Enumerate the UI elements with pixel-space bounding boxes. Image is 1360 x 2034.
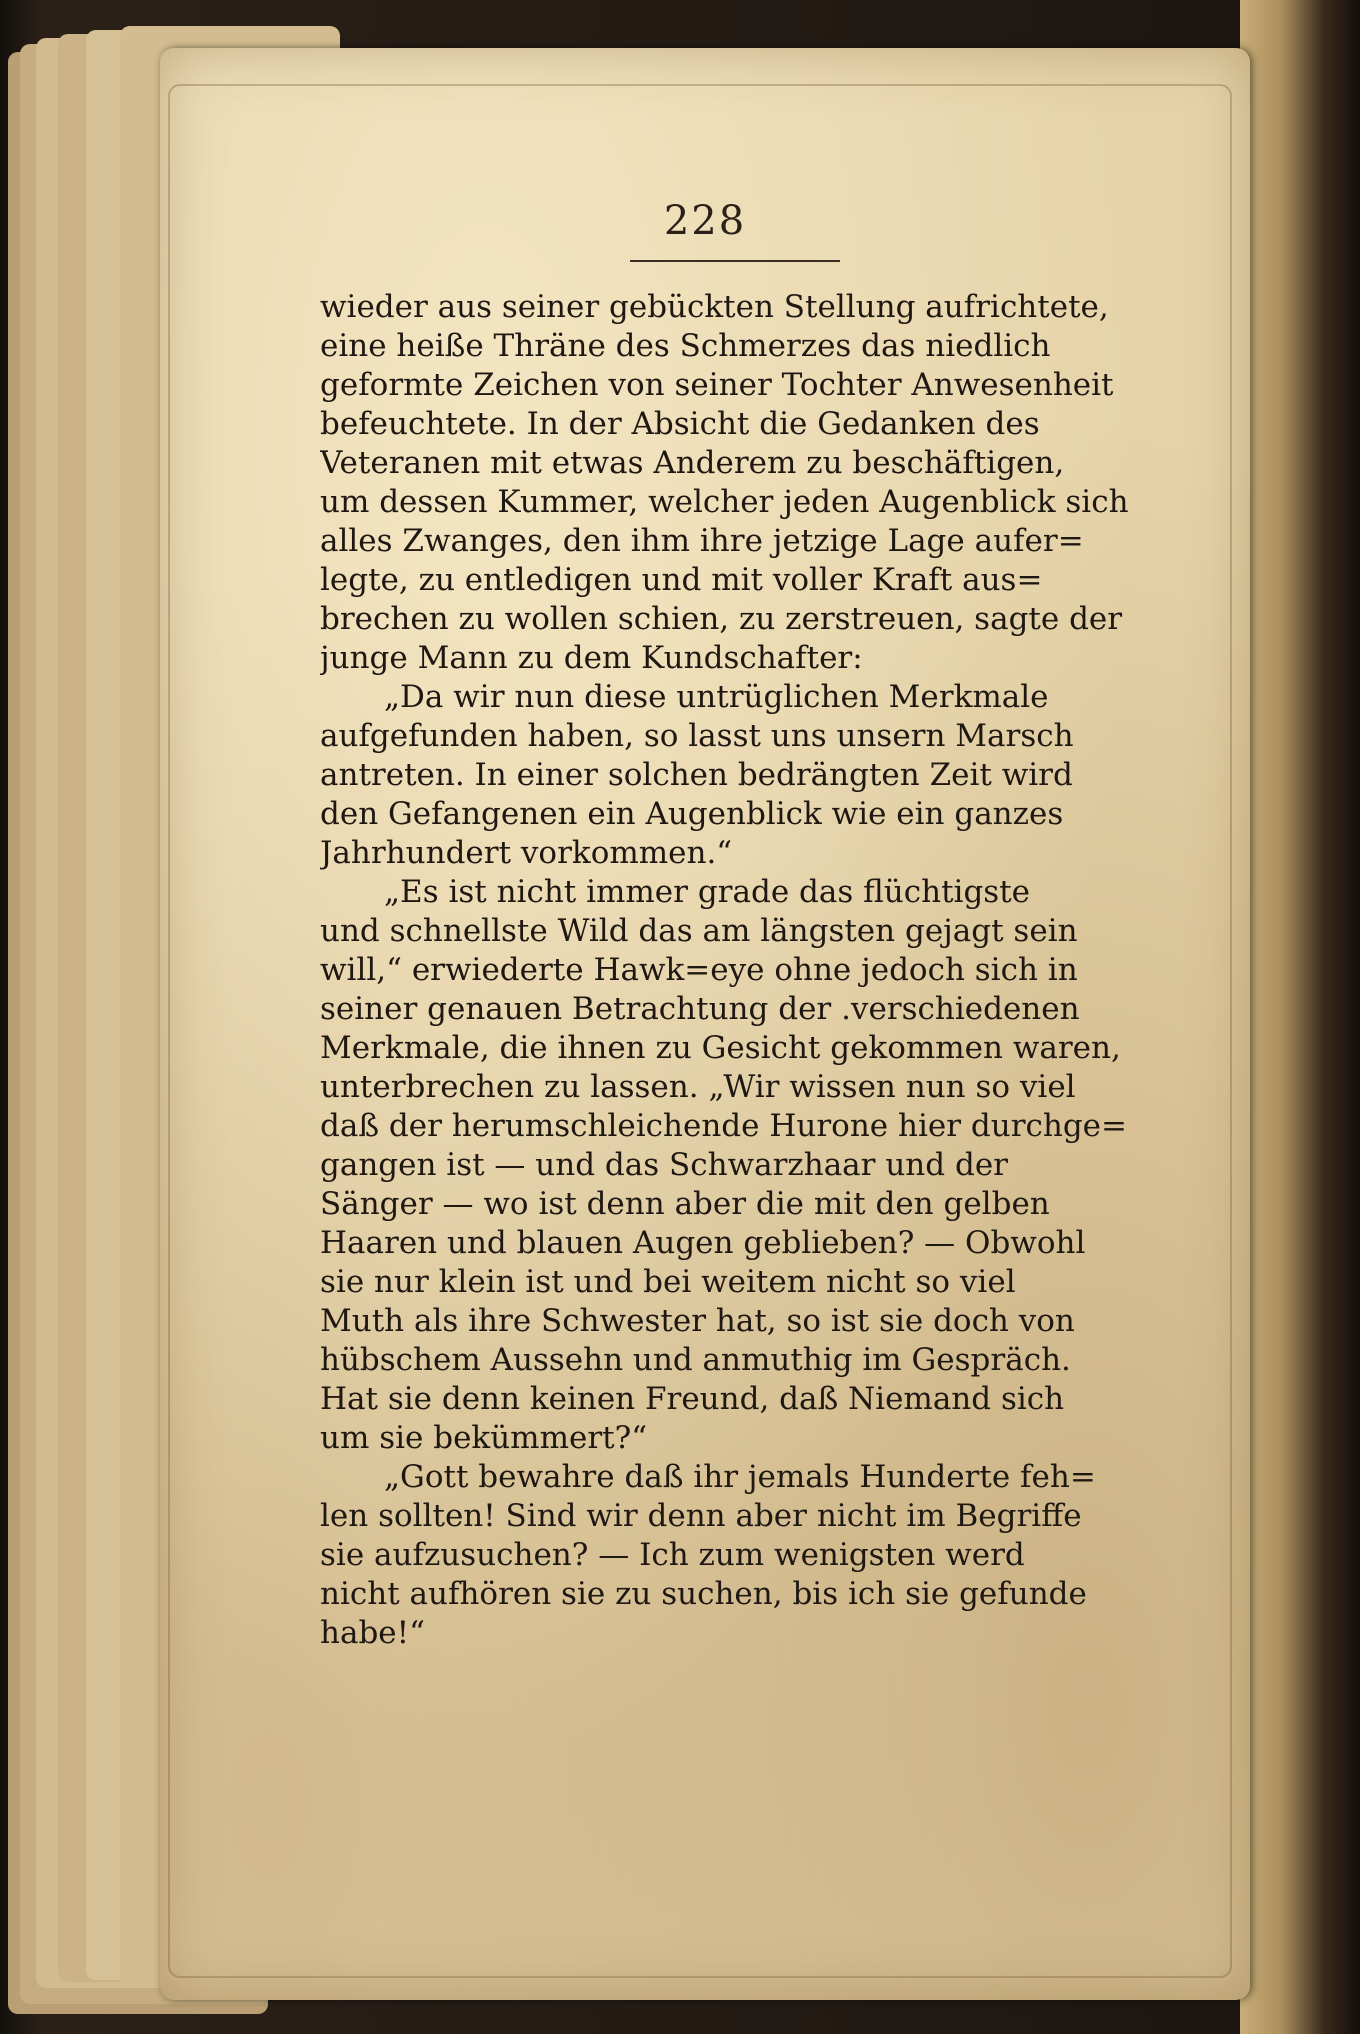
text-line: Sänger — wo ist denn aber die mit den gelben [320,1186,1050,1222]
text-line: sie aufzusuchen? — Ich zum wenigsten werd [320,1537,1025,1573]
text-line: eine heiße Thräne des Schmerzes das niedlich [320,328,1051,364]
text-line: Haaren und blauen Augen geblieben? — Obwohl [320,1225,1086,1261]
text-line: brechen zu wollen schien, zu zerstreuen, sagte der [320,601,1123,637]
text-line: seiner genauen Betrachtung der .verschiedenen [320,991,1080,1027]
text-line: wieder aus seiner gebückten Stellung aufrichtete, [320,289,1109,325]
body-text [320,288,1185,1653]
text-line: um dessen Kummer, welcher jeden Augenblick sich [320,484,1129,520]
text-line: den Gefangenen ein Augenblick wie ein ganzes [320,796,1064,832]
text-line: daß der herumschleichende Hurone hier durchge= [320,1108,1127,1144]
text-line: sie nur klein ist und bei weitem nicht so viel [320,1264,1016,1300]
text-line: „Gott bewahre daß ihr jemals Hunderte feh= [384,1459,1096,1495]
text-line: hübschem Aussehn und anmuthig im Gespräch. [320,1342,1071,1378]
book-page [160,48,1250,2000]
text-line: junge Mann zu dem Kundschafter: [320,640,863,676]
text-line: will,“ erwiederte Hawk=eye ohne jedoch sich in [320,952,1078,988]
text-line: geformte Zeichen von seiner Tochter Anwesenheit [320,367,1114,403]
text-line: um sie bekümmert?“ [320,1420,648,1456]
text-line: gangen ist — und das Schwarzhaar und der [320,1147,1008,1183]
text-line: Hat sie denn keinen Freund, daß Niemand sich [320,1381,1065,1417]
book-binding [1240,0,1360,2034]
text-line: len sollten! Sind wir denn aber nicht im Begriffe [320,1498,1082,1534]
text-line: „Da wir nun diese untrüglichen Merkmale [384,679,1049,715]
page-number: 228 [663,198,747,244]
text-line: unterbrechen zu lassen. „Wir wissen nun so viel [320,1069,1076,1105]
text-line: habe!“ [320,1615,425,1651]
text-line: antreten. In einer solchen bedrängten Zeit wird [320,757,1073,793]
text-line: befeuchtete. In der Absicht die Gedanken des [320,406,1040,442]
header-rule [630,260,840,262]
text-line: „Es ist nicht immer grade das flüchtigste [384,874,1031,910]
text-line: Muth als ihre Schwester hat, so ist sie doch von [320,1303,1075,1339]
text-line: aufgefunden haben, so lasst uns unsern Marsch [320,718,1074,754]
text-line: alles Zwanges, den ihm ihre jetzige Lage aufer= [320,523,1084,559]
text-line: Jahrhundert vorkommen.“ [320,835,733,871]
text-line: Veteranen mit etwas Anderem zu beschäftigen, [320,445,1065,481]
text-line: nicht aufhören sie zu suchen, bis ich sie gefunde [320,1576,1087,1612]
text-line: und schnellste Wild das am längsten gejagt sein [320,913,1078,949]
text-line: Merkmale, die ihnen zu Gesicht gekommen waren, [320,1030,1121,1066]
text-line: legte, zu entledigen und mit voller Kraft aus= [320,562,1043,598]
